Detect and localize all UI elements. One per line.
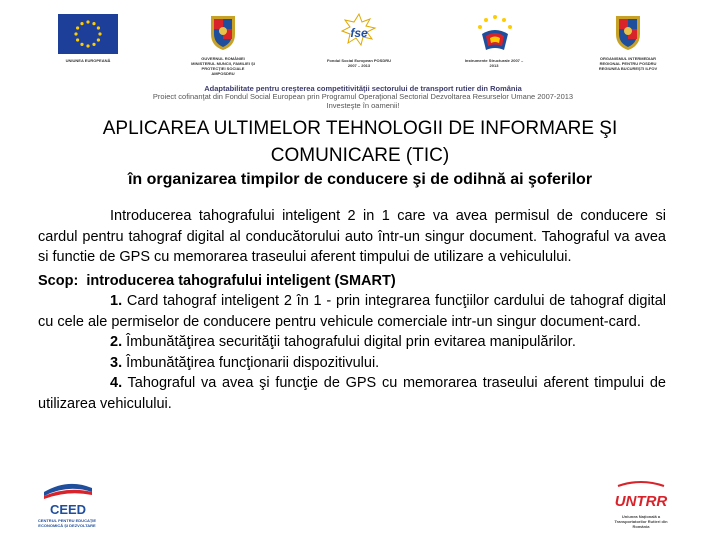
eu-caption: UNIUNEA EUROPEANĂ bbox=[65, 58, 111, 63]
eu-flag-icon bbox=[58, 14, 118, 54]
page-title: APLICAREA ULTIMELOR TEHNOLOGII DE INFORMARE ŞI COMUNICARE (TIC) bbox=[102, 118, 618, 166]
romania-crest-icon bbox=[208, 12, 238, 52]
header-logos bbox=[0, 0, 720, 80]
oi-caption: ORGANISMUL INTERMEDIAR REGIONAL PENTRU POSDRU REGIUNEA BUCUREŞTI ILFOV bbox=[598, 56, 658, 71]
item-number: 3. bbox=[110, 354, 123, 371]
untrr-caption: Uniunea Naţională a Transportatorilor Rutieri din România bbox=[614, 514, 668, 529]
fse-logo-icon bbox=[335, 12, 383, 58]
project-slogan: Investeşte în oamenii! bbox=[326, 100, 400, 110]
untrr-logo bbox=[612, 480, 670, 536]
scop-label: Scop: bbox=[38, 272, 79, 289]
body-text bbox=[38, 206, 666, 414]
ceed-logo-icon bbox=[40, 478, 96, 518]
ceed-caption: CENTRUL PENTRU EDUCAŢIE ECONOMICĂ ŞI DEZVOLTARE bbox=[37, 518, 97, 528]
list-item bbox=[38, 291, 666, 332]
untrr-logo-icon bbox=[612, 480, 670, 514]
item-text: Card tahograf inteligent 2 în 1 - prin integrarea funcţiilor cardului de tahograf digital cu cele ale permiselor de conducere pentru vehicule comerciale intr-un singur document-card. bbox=[38, 293, 666, 330]
list-item bbox=[38, 353, 666, 374]
item-number: 1. bbox=[110, 293, 123, 309]
scop-text: introducerea tahografului inteligent (SMART) bbox=[86, 272, 396, 289]
intro-paragraph: Introducerea tahografului inteligent 2 in 1 care va avea permisul de conducere si cardul pentru tahograf digital al conducătorului auto într-un singur document. Tahograful va avea si functie de GPS cu memorarea traseului aferent timpului de utilizare a vehiculului. bbox=[38, 208, 666, 265]
instrumente-structurale-icon bbox=[472, 12, 518, 58]
untrr-name: UNTRR bbox=[614, 493, 668, 510]
page-subtitle: în organizarea timpilor de conducere şi de odihnă ai şoferilor bbox=[127, 171, 593, 188]
project-cofinance: Proiect cofinanţat din Fondul Social European prin Programul Operaţional Sectorial Dezvoltarea Resurselor Umane 2007-2013 bbox=[152, 92, 574, 101]
item-number: 2. bbox=[110, 334, 123, 350]
ceed-name: CEED bbox=[49, 502, 87, 517]
item-text: Tahograful va avea şi funcţie de GPS cu memorarea traseului aferent timpului de utilizarea vehiculului. bbox=[38, 375, 666, 412]
scop-line bbox=[38, 271, 666, 292]
project-title: Adaptabilitate pentru creşterea competitivităţii sectorului de transport rutier din România bbox=[204, 84, 522, 93]
is-caption: Instrumente Structurale 2007 – 2013 bbox=[464, 58, 524, 68]
fse-caption: Fondul Social European POSDRU 2007 – 2013 bbox=[326, 58, 391, 68]
project-banner bbox=[120, 84, 606, 110]
list-item bbox=[38, 332, 666, 353]
item-text: Îmbunătăţirea securităţii tahografului digital prin evitarea manipulărilor. bbox=[126, 334, 576, 350]
ceed-logo bbox=[37, 478, 97, 536]
list-item bbox=[38, 373, 666, 414]
item-number: 4. bbox=[110, 375, 123, 391]
romania-crest-icon bbox=[613, 12, 643, 52]
item-text: Îmbunătăţirea funcţionarii dispozitivului. bbox=[126, 354, 380, 371]
fse-mark: fse bbox=[350, 26, 368, 40]
gov-caption: GUVERNUL ROMÂNIEI MINISTERUL MUNCII, FAMILIEI ŞI PROTECŢIEI SOCIALE AMPOSDRU bbox=[191, 56, 255, 76]
